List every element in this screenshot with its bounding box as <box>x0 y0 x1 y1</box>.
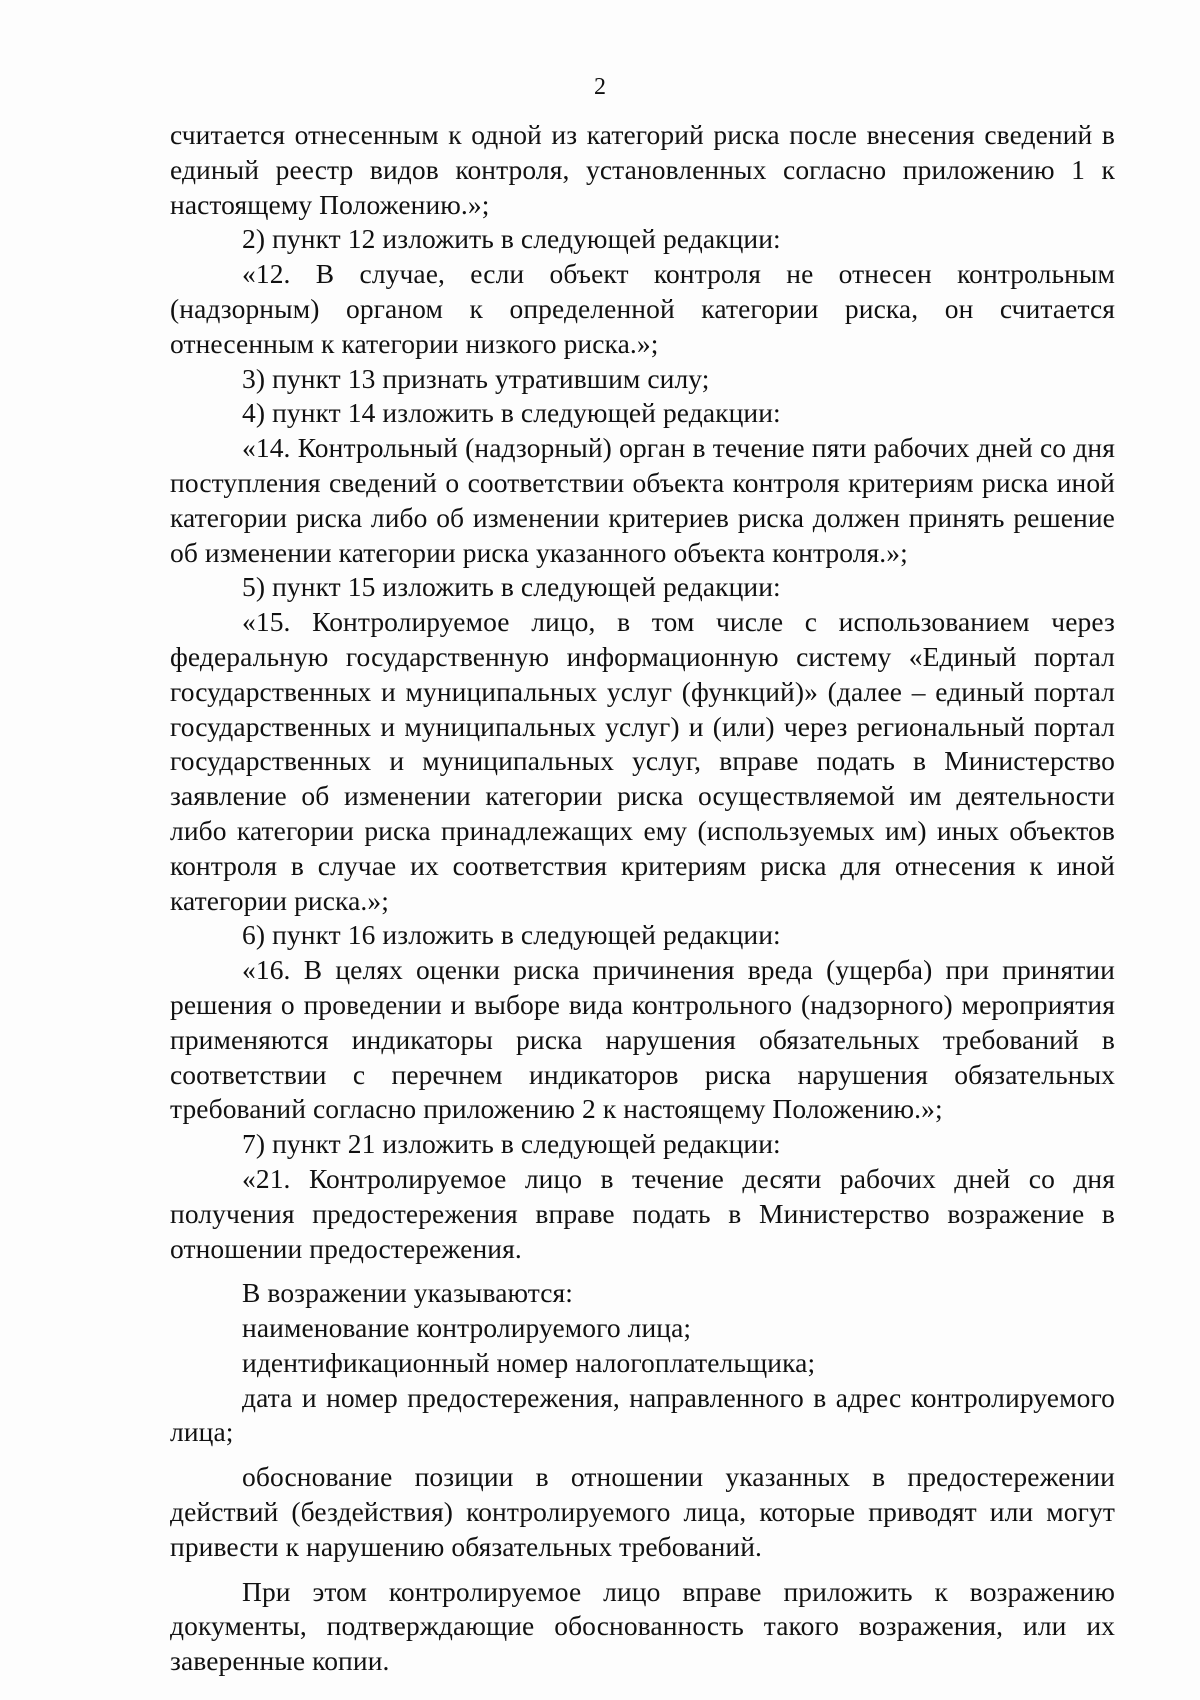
paragraph-item-5: 5) пункт 15 изложить в следующей редакции: <box>242 571 781 603</box>
paragraph-clause-16: «16. В целях оценки риска причинения вреда (ущерба) при принятии решения о проведении и выборе вида контрольного (надзорного) мероприятия применяются индикаторы риска нарушения обязательных требований в соответствии с перечнем индикаторов риска нарушения обязательных требований согласно приложению 2 к настоящему Положению.»; <box>170 954 1115 1125</box>
paragraph-clause-12: «12. В случае, если объект контроля не отнесен контрольным (надзорным) органом к определенной категории риска, он считается отнесенным к категории низкого риска.»; <box>170 258 1115 359</box>
paragraph-objection-date: дата и номер предостережения, направленного в адрес контролируемого лица; <box>170 1381 1115 1448</box>
paragraph-item-3: 3) пункт 13 признать утратившим силу; <box>242 362 710 394</box>
paragraph-item-7: 7) пункт 21 изложить в следующей редакции: <box>242 1128 781 1160</box>
page-number: 2 <box>594 74 606 100</box>
paragraph-continuation: считается отнесенным к одной из категорий риска после внесения сведений в единый реестр видов контроля, установленных согласно приложению 1 к настоящему Положению.»; <box>170 119 1115 220</box>
paragraph-objection-intro: В возражении указываются: <box>242 1277 574 1309</box>
paragraph-objection-grounds: обоснование позиции в отношении указанных в предостережении действий (бездействия) контролируемого лица, которые приводят или могут привести к нарушению обязательных требований. <box>170 1461 1115 1562</box>
paragraph-objection-inn: идентификационный номер налогоплательщика; <box>242 1346 816 1378</box>
paragraph-item-4: 4) пункт 14 изложить в следующей редакции: <box>242 397 781 429</box>
paragraph-objection-name: наименование контролируемого лица; <box>242 1312 692 1344</box>
paragraph-item-6: 6) пункт 16 изложить в следующей редакции: <box>242 919 781 951</box>
paragraph-attachments: При этом контролируемое лицо вправе приложить к возражению документы, подтверждающие обоснованность такого возражения, или их заверенные копии. <box>170 1575 1115 1677</box>
paragraph-clause-14: «14. Контрольный (надзорный) орган в течение пяти рабочих дней со дня поступления сведений о соответствии объекта контроля критериям риска иной категории риска либо об изменении критериев риска должен принять решение об изменении категории риска указанного объекта контроля.»; <box>170 432 1115 568</box>
paragraph-clause-21: «21. Контролируемое лицо в течение десяти рабочих дней со дня получения предостережения вправе подать в Министерство возражение в отношении предостережения. <box>170 1162 1115 1264</box>
document-body <box>170 118 1115 1679</box>
paragraph-clause-15: «15. Контролируемое лицо, в том числе с использованием через федеральную государственную информационную систему «Единый портал государственных и муниципальных услуг (функций)» (далее – единый портал государственных и муниципальных услуг) и (или) через региональный портал государственных и муниципальных услуг, вправе подать в Министерство заявление об изменении категории риска осуществляемой им деятельности либо категории риска принадлежащих ему (используемых им) иных объектов контроля в случае их соответствия критериям риска для отнесения к иной категории риска.»; <box>170 606 1115 916</box>
paragraph-item-2: 2) пункт 12 изложить в следующей редакции: <box>242 223 781 255</box>
